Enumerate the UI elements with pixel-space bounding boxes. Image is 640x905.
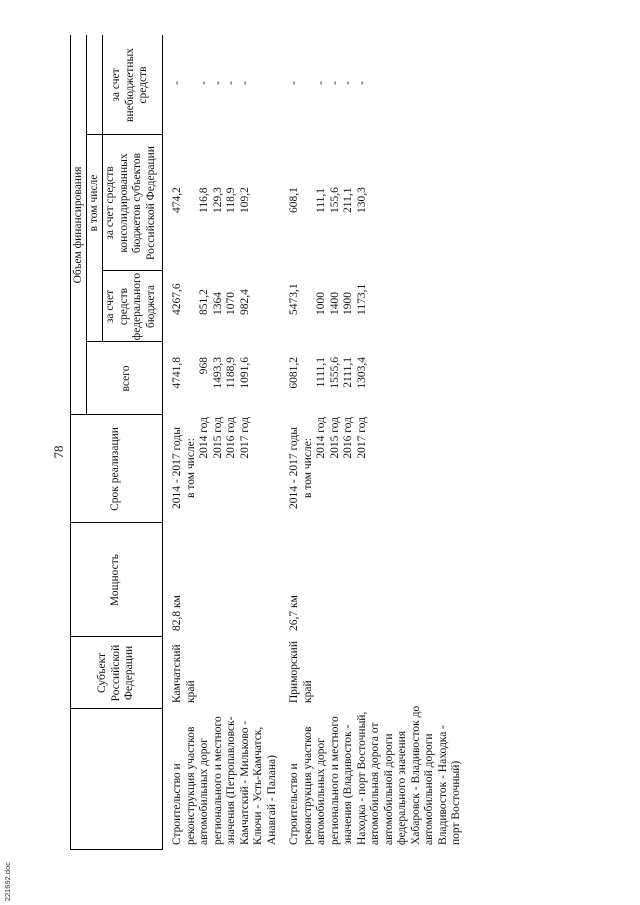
row-name: Строительство и реконструкция участков автомобильных дорог регионального и местного значения (Владивосток - Находка - порт Восточный, автомобильная дорога от автомобильной дороги федерального значения Хабаровск - Владивосток до автомобильной дороги Владивосток - Находка - порт Восточный) [288, 705, 462, 845]
including-divider [102, 35, 103, 342]
row-term: 2014 - 2017 годы в том числе: 2014 год 2015 год 2016 год 2017 год [288, 417, 368, 509]
table-left-border [70, 849, 163, 850]
header-capacity: Мощность [109, 553, 121, 607]
row-capacity: 26,7 км [288, 595, 300, 631]
header-extrabudget: за счет внебюджетных средств [110, 48, 149, 122]
financing-divider [86, 35, 87, 415]
page-number: 78 [51, 445, 66, 459]
table-top-border [70, 35, 71, 850]
row-subject: Приморский край [288, 641, 314, 703]
header-total: всего [120, 365, 132, 392]
header-financing: Объем финансирования [72, 166, 84, 284]
row-term: 2014 - 2017 годы в том числе: 2014 год 2015 год 2016 год 2017 год [171, 417, 251, 509]
row-extrabudget: - - - - - [171, 81, 251, 85]
header-federal: за счет средств федерального бюджета [104, 272, 157, 341]
row-total: 4741,8 968 1493,3 1188,9 1091,6 [171, 357, 251, 389]
header-regional: за счет средств консолидированных бюджетов субъектов Российской Федерации [104, 146, 157, 260]
row-total: 6081,2 1111,1 1555,6 2111,1 1303,4 [288, 357, 368, 389]
header-subject: Субъект Российской Федерации [96, 644, 135, 702]
row-regional: 608,1 111,1 155,6 211,1 130,3 [288, 187, 368, 213]
row-federal: 4267,6 851,2 1364 1070 982,4 [171, 283, 251, 315]
header-including: в том числе [88, 174, 100, 232]
header-bottom-border [162, 35, 163, 850]
header-term: Срок реализации [109, 427, 121, 511]
row-federal: 5473,1 1000 1400 1900 1173,1 [288, 283, 368, 315]
row-extrabudget: - - - - - [288, 81, 368, 85]
row-subject: Камчатский край [171, 644, 197, 703]
row-capacity: 82,8 км [171, 595, 183, 631]
row-name: Строительство и реконструкция участков автомобильных дорог регионального и местного значения (Петропавловск- Камчатский - Мильково - Ключи - Усть-Камчатск, Анавгай - Палана) [171, 716, 278, 845]
row-regional: 474,2 116,8 129,3 118,9 109,2 [171, 187, 251, 213]
document-id: 221692.doc [3, 862, 12, 902]
